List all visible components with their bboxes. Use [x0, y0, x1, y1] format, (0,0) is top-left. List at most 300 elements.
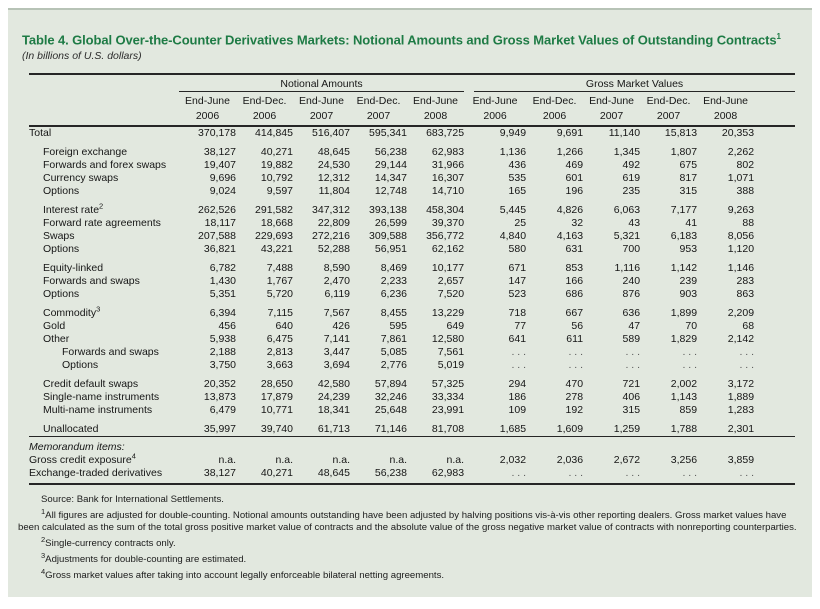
row-label: Currency swaps	[43, 172, 119, 185]
spacer-cell	[754, 288, 795, 301]
table-row	[29, 333, 795, 346]
value-cell: 36,821	[203, 243, 236, 256]
value-cell: 393,138	[369, 204, 407, 217]
spacer-cell	[754, 172, 795, 185]
value-cell: 1,899	[670, 307, 698, 320]
value-cell: 294	[508, 378, 527, 391]
value-cell: 11,804	[318, 185, 350, 198]
footnote-4-marker: 4	[41, 567, 46, 577]
value-cell: 1,609	[556, 423, 584, 436]
table-row	[29, 172, 795, 185]
value-cell: 7,115	[267, 307, 293, 320]
row-label: Options	[43, 185, 80, 198]
table-body	[29, 126, 795, 484]
value-cell: 580	[508, 243, 527, 256]
value-cell	[293, 437, 350, 455]
value-cell: 8,056	[727, 230, 755, 243]
value-cell: 640	[275, 320, 293, 333]
value-cell: 165	[508, 185, 527, 198]
value-cell: 40,271	[260, 146, 293, 159]
table-row	[29, 404, 795, 417]
value-cell: 1,788	[670, 423, 698, 436]
value-cell: n.a.	[446, 454, 465, 467]
value-cell: 52,288	[317, 243, 350, 256]
value-cell: 62,162	[431, 243, 465, 256]
value-cell	[179, 437, 236, 455]
value-cell: 32	[571, 217, 584, 230]
table-row	[29, 467, 795, 484]
column-header: End-June 2007	[293, 92, 350, 126]
title-footnote-marker: 1	[776, 32, 781, 41]
footnote-1-marker: 1	[41, 507, 46, 517]
column-header: End-Dec. 2006	[236, 92, 293, 126]
spacer-cell	[754, 454, 795, 467]
spacer-cell	[754, 372, 795, 391]
value-cell: 817	[679, 172, 698, 185]
value-cell: 2,262	[727, 146, 755, 159]
spacer-cell	[754, 275, 795, 288]
value-cell: 10,771	[260, 404, 293, 417]
value-cell: 283	[736, 275, 755, 288]
value-cell: 863	[736, 288, 755, 301]
row-label: Options	[62, 359, 99, 372]
row-label: Forwards and swaps	[43, 275, 140, 288]
value-cell: 39,740	[260, 423, 293, 436]
spacer-cell	[754, 417, 795, 437]
value-cell: 7,141	[323, 333, 350, 346]
table-row	[29, 275, 795, 288]
row-label: Interest rate$^2$	[43, 201, 104, 217]
value-cell: 7,567	[323, 307, 350, 320]
value-cell: 5,351	[209, 288, 236, 301]
value-cell	[697, 437, 754, 455]
value-cell: 2,813	[266, 346, 293, 359]
value-cell: 5,085	[380, 346, 407, 359]
value-cell: 3,256	[670, 454, 698, 467]
table-title-text: Table 4. Global Over-the-Counter Derivatives Markets: Notional Amounts and Gross Market Values of Outstanding Contracts	[22, 32, 777, 48]
footnote-3-marker: 3	[41, 551, 46, 561]
value-cell: 859	[679, 404, 698, 417]
row-label: Total	[29, 127, 52, 140]
table-row	[29, 198, 795, 217]
value-cell: 7,520	[437, 288, 465, 301]
value-cell: 272,216	[312, 230, 350, 243]
value-cell: 2,188	[209, 346, 236, 359]
value-cell: 2,301	[727, 423, 755, 436]
value-cell: 426	[332, 320, 350, 333]
value-cell: 17,879	[260, 391, 293, 404]
value-cell: n.a.	[275, 454, 293, 467]
column-header: End-June 2007	[583, 92, 640, 126]
value-cell: 61,713	[317, 423, 350, 436]
spacer-cell	[754, 467, 795, 484]
value-cell: 81,708	[431, 423, 465, 436]
row-label: Swaps	[43, 230, 75, 243]
spacer-cell	[754, 92, 795, 126]
value-cell: 5,938	[209, 333, 236, 346]
value-cell: 1,266	[556, 146, 584, 159]
value-cell: 7,177	[670, 204, 698, 217]
table-subtitle: (In billions of U.S. dollars)	[22, 50, 142, 63]
value-cell: 9,691	[556, 127, 584, 140]
value-cell: 388	[736, 185, 755, 198]
value-cell: . . .	[739, 346, 755, 359]
value-cell: 291,582	[255, 204, 293, 217]
value-cell: 953	[679, 243, 698, 256]
value-cell: 631	[565, 243, 584, 256]
value-cell: 31,966	[431, 159, 465, 172]
value-cell: 278	[565, 391, 584, 404]
value-cell: 38,127	[179, 467, 236, 484]
value-cell: . . .	[511, 346, 527, 359]
column-header: End-Dec. 2007	[350, 92, 407, 126]
value-cell: 56,951	[374, 243, 407, 256]
value-cell: 77	[514, 320, 527, 333]
footnote-1-text: All figures are adjusted for double-counting. Notional amounts outstanding have been adjusted by halving positions vis-à-vis other reporting dealers. Gross market values have been calculated as the sum of the total gross positive market value of contracts and the absolute value of the gross negative market value of contracts with nonreporting counterparties.	[18, 510, 797, 534]
value-cell: 41	[685, 217, 698, 230]
value-cell: 721	[622, 378, 641, 391]
table-row	[29, 185, 795, 198]
table-row	[29, 391, 795, 404]
value-cell: 347,312	[312, 204, 350, 217]
spacer-cell	[754, 243, 795, 256]
table-row	[29, 359, 795, 372]
value-cell: 18,668	[260, 217, 293, 230]
value-cell: 43	[628, 217, 641, 230]
value-cell: 6,782	[209, 262, 236, 275]
value-cell: 13,229	[431, 307, 465, 320]
value-cell: 315	[622, 404, 641, 417]
value-cell: 6,394	[209, 307, 236, 320]
value-cell: 6,119	[324, 288, 350, 301]
table-header	[29, 74, 795, 126]
value-cell	[526, 437, 583, 455]
spacer-cell	[754, 185, 795, 198]
value-cell: 6,475	[266, 333, 293, 346]
value-cell	[407, 437, 464, 455]
value-cell: 12,580	[431, 333, 465, 346]
table-panel	[8, 8, 812, 597]
value-cell: 641	[508, 333, 527, 346]
value-cell: 12,748	[374, 185, 407, 198]
value-cell: 166	[565, 275, 584, 288]
value-cell: 8,469	[380, 262, 407, 275]
value-cell: 6,479	[209, 404, 236, 417]
value-cell: 1,146	[727, 262, 755, 275]
row-label: Equity-linked	[43, 262, 104, 275]
value-cell: 43,221	[260, 243, 293, 256]
value-cell: 16,307	[431, 172, 465, 185]
value-cell: 589	[622, 333, 641, 346]
row-label: Options	[43, 243, 80, 256]
value-cell: 5,720	[266, 288, 293, 301]
value-cell: 207,588	[198, 230, 236, 243]
value-cell: . . .	[568, 359, 584, 372]
column-header: End-June 2006	[464, 92, 526, 126]
value-cell: 18,117	[204, 217, 236, 230]
row-label: Gross credit exposure$^4$	[29, 451, 136, 467]
value-cell: 229,693	[255, 230, 293, 243]
row-label: Options	[43, 288, 80, 301]
spacer-cell	[754, 437, 795, 455]
value-cell: 370,178	[198, 127, 236, 140]
value-cell: 22,809	[317, 217, 350, 230]
value-cell: 5,019	[437, 359, 465, 372]
spacer-cell	[754, 217, 795, 230]
value-cell: 7,561	[437, 346, 465, 359]
corner-cell	[29, 92, 179, 126]
value-cell: 1,136	[499, 146, 527, 159]
value-cell: 601	[565, 172, 584, 185]
value-cell: 2,032	[499, 454, 527, 467]
value-cell: 26,599	[374, 217, 407, 230]
table-row	[29, 372, 795, 391]
value-cell: 28,650	[260, 378, 293, 391]
footnote-2-text: Single-currency contracts only.	[45, 538, 176, 550]
value-cell: 4,840	[499, 230, 527, 243]
value-cell: 7,861	[380, 333, 407, 346]
value-cell: 1,767	[266, 275, 293, 288]
value-cell: . . .	[682, 359, 698, 372]
value-cell: 619	[622, 172, 641, 185]
value-cell: 24,530	[317, 159, 350, 172]
value-cell: 18,341	[317, 404, 350, 417]
table-row	[29, 243, 795, 256]
value-cell: . . .	[640, 467, 697, 484]
value-cell: 48,645	[293, 467, 350, 484]
value-cell: 2,002	[670, 378, 698, 391]
value-cell: 903	[679, 288, 698, 301]
value-cell: 436	[508, 159, 527, 172]
value-cell: 235	[622, 185, 641, 198]
table-row	[29, 230, 795, 243]
value-cell: 192	[565, 404, 584, 417]
value-cell: 10,792	[260, 172, 293, 185]
value-cell: 1,345	[613, 146, 641, 159]
value-cell: 68	[742, 320, 755, 333]
value-cell: 3,859	[727, 454, 755, 467]
column-header: End-June 2006	[179, 92, 236, 126]
value-cell: 6,236	[380, 288, 407, 301]
spacer-cell	[754, 140, 795, 159]
value-cell: 9,949	[499, 127, 527, 140]
value-cell: 492	[622, 159, 641, 172]
value-cell: 147	[508, 275, 527, 288]
table-row	[29, 301, 795, 320]
value-cell: 1,259	[613, 423, 641, 436]
value-cell: 523	[508, 288, 527, 301]
value-cell: 42,580	[317, 378, 350, 391]
value-cell: 686	[565, 288, 584, 301]
table-row	[29, 140, 795, 159]
group-header-gmv: Gross Market Values	[464, 74, 795, 92]
value-cell: . . .	[625, 346, 641, 359]
derivatives-table	[29, 73, 795, 485]
column-header: End-Dec. 2006	[526, 92, 583, 126]
value-cell: 8,590	[323, 262, 350, 275]
value-cell: 595,341	[369, 127, 407, 140]
value-cell: 1,283	[727, 404, 755, 417]
value-cell: 14,347	[374, 172, 407, 185]
value-cell: 1,142	[670, 262, 698, 275]
spacer-cell	[754, 198, 795, 217]
value-cell: 611	[566, 333, 584, 346]
value-cell: 1,829	[670, 333, 698, 346]
footnote-3-text: Adjustments for double-counting are estimated.	[45, 554, 247, 566]
value-cell: 25	[514, 217, 527, 230]
value-cell: 9,263	[727, 204, 755, 217]
table-row	[29, 346, 795, 359]
value-cell: 1,685	[499, 423, 527, 436]
row-label: Single-name instruments	[43, 391, 160, 404]
value-cell: 1,143	[670, 391, 698, 404]
value-cell: 1,116	[614, 262, 641, 275]
spacer-cell	[754, 256, 795, 275]
value-cell: 5,321	[613, 230, 641, 243]
row-label: Multi-name instruments	[43, 404, 153, 417]
table-row	[29, 126, 795, 140]
value-cell: 57,894	[374, 378, 407, 391]
value-cell: 88	[742, 217, 755, 230]
value-cell: 13,873	[203, 391, 236, 404]
row-label: Unallocated	[43, 423, 99, 436]
value-cell: 62,983	[431, 146, 465, 159]
value-cell: 2,672	[613, 454, 641, 467]
value-cell: 8,455	[380, 307, 407, 320]
value-cell: 2,036	[556, 454, 584, 467]
table-row	[29, 217, 795, 230]
row-label: Gold	[43, 320, 66, 333]
spacer-cell	[754, 301, 795, 320]
corner-cell	[29, 74, 179, 92]
value-cell: 470	[565, 378, 584, 391]
table-row	[29, 320, 795, 333]
column-header: End-June 2008	[407, 92, 464, 126]
value-cell: 2,209	[727, 307, 755, 320]
value-cell: 70	[685, 320, 698, 333]
value-cell: n.a.	[218, 454, 236, 467]
row-label: Forwards and swaps	[62, 346, 159, 359]
value-cell: . . .	[697, 467, 754, 484]
value-cell: 516,407	[312, 127, 350, 140]
value-cell: 5,445	[499, 204, 527, 217]
value-cell: n.a.	[389, 454, 407, 467]
group-header-row	[29, 74, 795, 92]
value-cell: 9,024	[209, 185, 236, 198]
value-cell: 32,246	[374, 391, 407, 404]
value-cell: 39,370	[431, 217, 465, 230]
row-label: Memorandum items:	[29, 437, 179, 455]
footnote-2	[18, 535, 808, 550]
value-cell: 876	[622, 288, 641, 301]
table-row	[29, 159, 795, 172]
value-cell: . . .	[511, 359, 527, 372]
value-cell: 38,127	[203, 146, 236, 159]
value-cell: 356,772	[426, 230, 465, 243]
column-header-row	[29, 92, 795, 126]
row-label: Foreign exchange	[43, 146, 128, 159]
value-cell: 3,172	[727, 378, 755, 391]
value-cell: 3,663	[266, 359, 293, 372]
value-cell: 9,597	[266, 185, 293, 198]
value-cell: 240	[622, 275, 641, 288]
column-header: End-June 2008	[697, 92, 754, 126]
value-cell: 48,645	[317, 146, 350, 159]
value-cell: 71,146	[374, 423, 407, 436]
value-cell: 700	[622, 243, 641, 256]
value-cell: 2,142	[727, 333, 755, 346]
value-cell: 671	[508, 262, 527, 275]
value-cell: 2,657	[437, 275, 465, 288]
value-cell: 24,239	[317, 391, 350, 404]
value-cell	[640, 437, 697, 455]
row-label: Forwards and forex swaps	[43, 159, 167, 172]
value-cell: 2,233	[380, 275, 407, 288]
value-cell: 4,826	[556, 204, 584, 217]
spacer-cell	[754, 126, 795, 140]
value-cell: 57,325	[431, 378, 465, 391]
value-cell: 718	[508, 307, 527, 320]
value-cell: 29,144	[374, 159, 407, 172]
value-cell	[583, 437, 640, 455]
value-cell: 675	[679, 159, 698, 172]
row-label: Commodity$^3$	[43, 304, 101, 320]
value-cell: 2,776	[380, 359, 407, 372]
value-cell: 1,071	[727, 172, 755, 185]
value-cell: 40,271	[236, 467, 293, 484]
value-cell: 7,488	[266, 262, 293, 275]
row-label: Other	[43, 333, 70, 346]
value-cell: . . .	[568, 346, 584, 359]
value-cell	[464, 437, 526, 455]
column-header: End-Dec. 2007	[640, 92, 697, 126]
row-label: Exchange-traded derivatives	[29, 467, 179, 484]
table-row	[29, 417, 795, 437]
value-cell: 186	[508, 391, 527, 404]
value-cell: 4,163	[556, 230, 584, 243]
value-cell: 11,140	[608, 127, 641, 140]
value-cell: 239	[679, 275, 698, 288]
value-cell: 14,710	[431, 185, 465, 198]
spacer-cell	[754, 346, 795, 359]
value-cell: 35,997	[203, 423, 236, 436]
value-cell: 262,526	[198, 204, 236, 217]
value-cell: 20,353	[721, 127, 755, 140]
value-cell: 535	[508, 172, 527, 185]
value-cell: 309,588	[369, 230, 407, 243]
value-cell: 3,447	[323, 346, 350, 359]
value-cell: 683,725	[426, 127, 465, 140]
spacer-cell	[754, 359, 795, 372]
value-cell: 10,177	[431, 262, 465, 275]
value-cell: 12,312	[317, 172, 350, 185]
value-cell: 20,352	[203, 378, 236, 391]
group-header-notional: Notional Amounts	[179, 74, 464, 92]
value-cell: 406	[622, 391, 641, 404]
value-cell: 1,120	[727, 243, 755, 256]
value-cell: 595	[389, 320, 407, 333]
value-cell: 469	[565, 159, 584, 172]
footnotes	[18, 494, 808, 582]
value-cell: . . .	[682, 346, 698, 359]
spacer-cell	[754, 333, 795, 346]
value-cell: 56,238	[350, 467, 407, 484]
value-cell: 25,648	[374, 404, 407, 417]
value-cell: . . .	[739, 359, 755, 372]
value-cell: n.a.	[332, 454, 350, 467]
value-cell: 636	[622, 307, 641, 320]
value-cell: 3,750	[209, 359, 236, 372]
